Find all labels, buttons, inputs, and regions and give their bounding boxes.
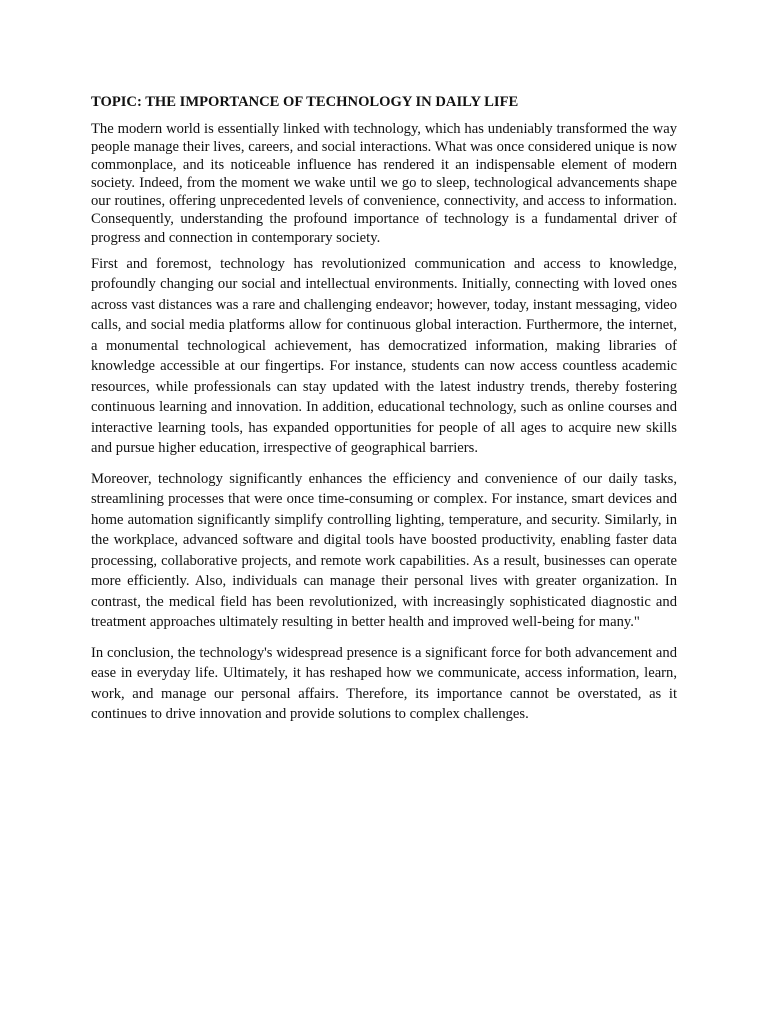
paragraph-conclusion: In conclusion, the technology's widespread presence is a significant force for both advancement and ease in everyday life. Ultimately, it has reshaped how we communicate, access information, learn, work, and manage our personal affairs. Therefore, its importance cannot be overstated, as it continues to drive innovation and provide solutions to complex challenges. [91,644,677,723]
document-title: TOPIC: THE IMPORTANCE OF TECHNOLOGY IN DAILY LIFE [91,94,519,110]
document-body [91,94,677,725]
paragraph-communication: First and foremost, technology has revolutionized communication and access to knowledge, profoundly changing our social and intellectual environments. Initially, connecting with loved ones across vast distances was a rare and challenging endeavor; however, today, instant messaging, video calls, and social media platforms allow for continuous global interaction. Furthermore, the internet, a monumental technological achievement, has democratized information, making libraries of knowledge accessible at our fingertips. For instance, students can now access countless academic resources, while professionals can stay updated with the latest industry trends, thereby fostering continuous learning and innovation. In addition, educational technology, such as online courses and interactive learning tools, has expanded opportunities for people of all ages to acquire new skills and pursue higher education, irrespective of geographical barriers. [91,255,677,457]
paragraph-efficiency: Moreover, technology significantly enhances the efficiency and convenience of our daily tasks, streamlining processes that were once time-consuming or complex. For instance, smart devices and home automation significantly simplify controlling lighting, temperature, and security. Similarly, in the workplace, advanced software and digital tools have boosted productivity, enabling faster data processing, collaborative projects, and remote work capabilities. As a result, businesses can operate more efficiently. Also, individuals can manage their personal lives with greater organization. In contrast, the medical field has been revolutionized, with increasingly sophisticated diagnostic and treatment approaches ultimately resulting in better health and improved well-being for many." [91,470,677,631]
paragraph-introduction: The modern world is essentially linked with technology, which has undeniably transformed the way people manage their lives, careers, and social interactions. What was once considered unique is now commonplace, and its noticeable influence has rendered it an indispensable element of modern society. Indeed, from the moment we wake until we go to sleep, technological advancements shape our routines, offering unprecedented levels of convenience, connectivity, and access to information. Consequently, understanding the profound importance of technology is a fundamental driver of progress and connection in contemporary society. [91,121,677,246]
